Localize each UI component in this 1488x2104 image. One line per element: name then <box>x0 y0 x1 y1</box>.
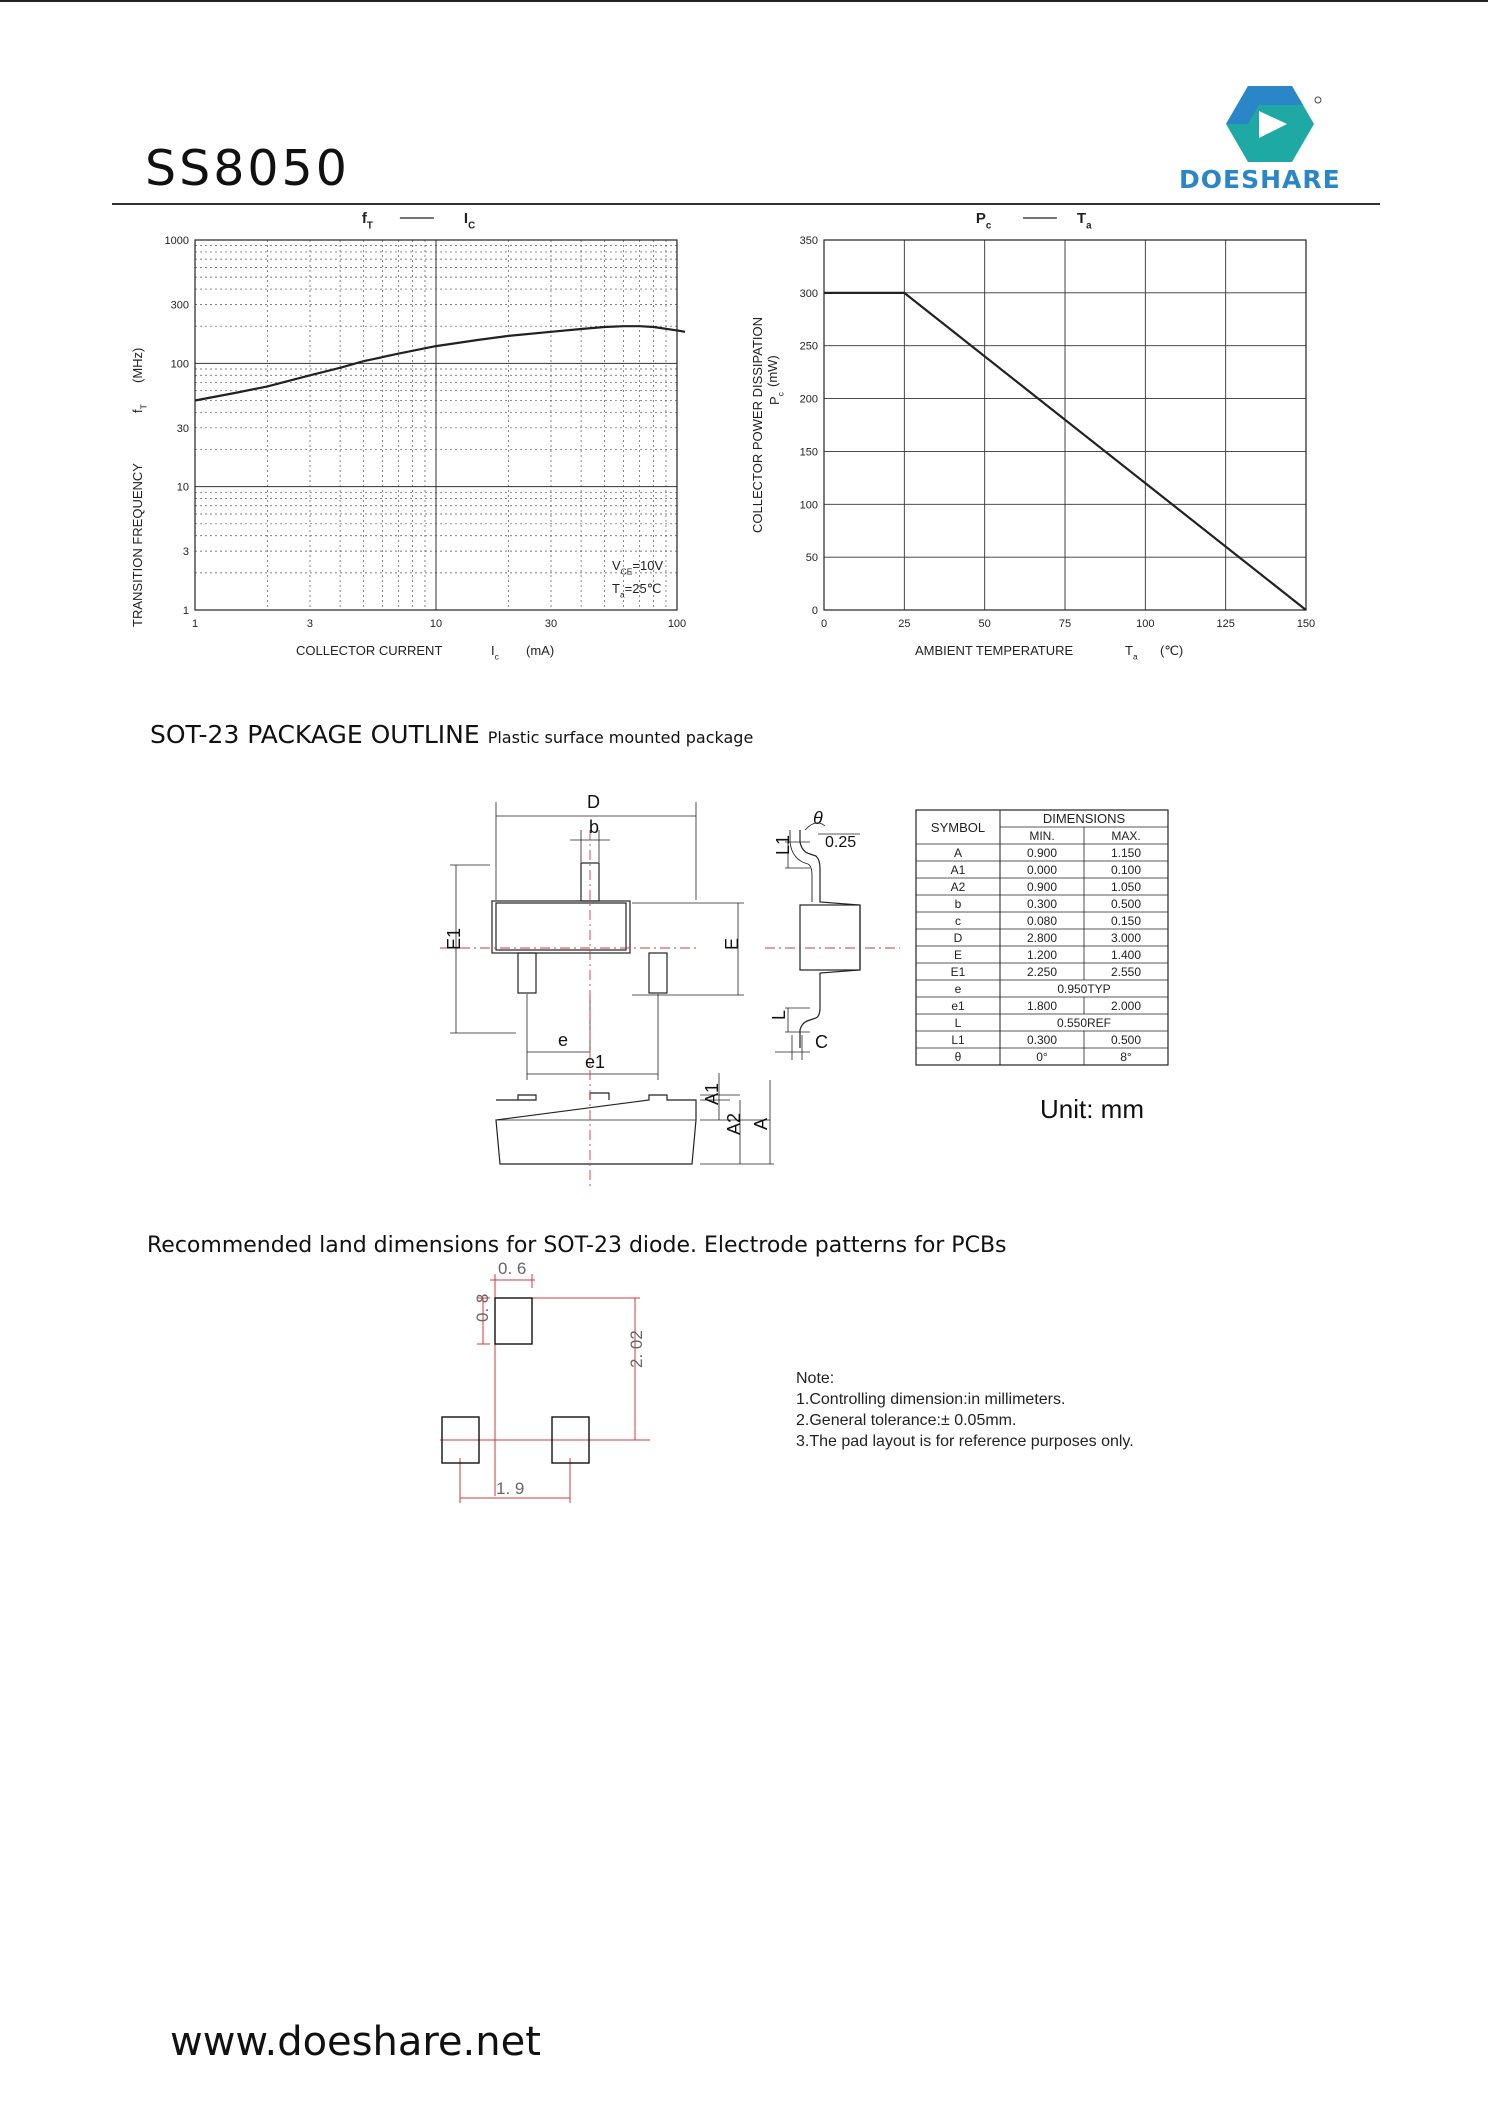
table-cell-max: 2.550 <box>1110 965 1142 979</box>
page-title: SS8050 <box>145 140 350 197</box>
label-pitch-vertical: 2. 02 <box>627 1330 646 1368</box>
y-axis-symbol: $P_c$ <box>767 392 786 405</box>
table-cell-min: 1.800 <box>1026 999 1058 1013</box>
label-b: b <box>589 817 600 837</box>
y-tick-label: 3 <box>182 546 189 559</box>
label-e-pitch: e <box>558 1030 569 1050</box>
x-tick-label: 50 <box>978 618 991 630</box>
table-cell-symbol: E1 <box>950 965 966 979</box>
lead-left <box>518 953 536 993</box>
label-e1: E1 <box>444 927 464 950</box>
y-tick-label: 30 <box>176 422 189 435</box>
notes-heading: Note: <box>796 1370 835 1387</box>
label-pad-height: 0. 8 <box>473 1293 492 1322</box>
x-tick-label: 150 <box>1296 618 1316 630</box>
label-e: E <box>722 937 742 950</box>
brand-name: DOESHARE <box>1179 165 1341 194</box>
x-tick-label: 1 <box>191 618 199 630</box>
y-tick-label: 200 <box>799 393 818 406</box>
table-cell-max: 3.000 <box>1110 931 1142 945</box>
label-c: C <box>815 1032 828 1052</box>
table-cell-min: 0.900 <box>1026 880 1058 894</box>
y-axis-label-group <box>130 348 149 627</box>
label-pitch-horizontal: 1. 9 <box>496 1479 525 1498</box>
y-tick-label: 50 <box>805 552 818 565</box>
package-outline-subtitle: Plastic surface mounted package <box>487 728 754 747</box>
chart-title-left: $f_T$ <box>361 210 373 232</box>
label-a2: A2 <box>724 1112 744 1135</box>
table-cell-symbol: A1 <box>950 863 966 877</box>
table-cell-symbol: θ <box>954 1050 962 1064</box>
condition-ta: $T_a=25℃$ <box>612 581 662 600</box>
y-tick-label: 0 <box>811 605 818 617</box>
chart-title-left: $P_c$ <box>975 210 992 232</box>
table-cell-span: 0.950TYP <box>1057 982 1111 996</box>
note-item: 3.The pad layout is for reference purposes only. <box>796 1433 1134 1450</box>
package-body-outline <box>492 901 630 953</box>
table-cell-max: 1.050 <box>1110 880 1142 894</box>
table-cell-span: 0.550REF <box>1056 1016 1112 1030</box>
x-tick-label: 100 <box>1136 618 1155 630</box>
pad-top <box>495 1298 532 1344</box>
table-cell-symbol: L <box>954 1016 962 1030</box>
unit-label: Unit: mm <box>1040 1094 1144 1124</box>
label-theta: θ <box>813 808 823 828</box>
table-cell-min: 0.300 <box>1026 897 1058 911</box>
side-view-profile <box>800 830 860 1048</box>
table-cell-max: 1.150 <box>1110 846 1142 860</box>
table-cell-symbol: D <box>953 931 963 945</box>
table-cell-min: 2.250 <box>1026 965 1058 979</box>
x-tick-label: 30 <box>544 618 558 630</box>
y-tick-label: 350 <box>799 235 818 247</box>
table-cell-symbol: e1 <box>951 999 965 1013</box>
label-l: L <box>769 1009 789 1020</box>
package-outline-heading <box>150 720 753 749</box>
y-axis-unit: (MHz) <box>130 347 145 383</box>
label-pad-width: 0. 6 <box>498 1259 527 1278</box>
label-angle: 0.25 <box>825 834 857 851</box>
side-view-body <box>800 905 860 970</box>
table-cell-symbol: b <box>954 897 962 911</box>
table-header-symbol: SYMBOL <box>930 820 986 835</box>
y-axis-label: COLLECTOR POWER DISSIPATION <box>750 317 765 533</box>
x-axis-label: AMBIENT TEMPERATURE <box>915 643 1074 658</box>
y-axis-label-group <box>750 317 786 533</box>
chart-title-right: $T_a$ <box>1076 210 1092 232</box>
x-axis-unit: (mA) <box>526 643 555 658</box>
top-border <box>0 0 1488 2</box>
label-e1-pitch: e1 <box>585 1052 606 1072</box>
land-dimensions-title: Recommended land dimensions for SOT-23 diode. Electrode patterns for PCBs <box>147 1233 1007 1258</box>
x-tick-label: 10 <box>429 618 443 630</box>
table-cell-min: 0.900 <box>1026 846 1058 860</box>
y-tick-label: 1000 <box>164 235 189 247</box>
bottom-view-body <box>496 1093 696 1164</box>
table-cell-max: 8° <box>1120 1050 1132 1064</box>
table-cell-symbol: E <box>953 948 963 962</box>
table-cell-symbol: A2 <box>950 880 966 894</box>
note-item: 2.General tolerance:± 0.05mm. <box>796 1412 1017 1429</box>
chart-title-right: $I_C$ <box>463 210 476 232</box>
brand-logo <box>1175 78 1385 198</box>
label-a: A <box>751 1117 771 1130</box>
y-tick-label: 150 <box>799 446 818 459</box>
table-header-max: MAX. <box>1111 829 1141 843</box>
ft-vs-ic-chart <box>120 205 690 665</box>
x-axis-unit: (℃) <box>1160 643 1184 658</box>
pc-vs-ta-chart <box>740 205 1340 665</box>
x-tick-label: 100 <box>667 618 687 630</box>
y-tick-label: 1 <box>182 605 189 617</box>
x-tick-label: 75 <box>1058 618 1072 630</box>
y-axis-label: TRANSITION FREQUENCY <box>130 463 145 627</box>
table-cell-min: 0.080 <box>1026 914 1058 928</box>
table-cell-max: 2.000 <box>1110 999 1142 1013</box>
dimensions-table <box>916 810 1168 1065</box>
y-axis-unit: (mW) <box>765 355 780 387</box>
package-outline-drawing <box>430 790 1190 1190</box>
x-axis-label: COLLECTOR CURRENT <box>296 643 443 658</box>
note-item: 1.Controlling dimension:in millimeters. <box>796 1391 1066 1408</box>
table-cell-min: 0.300 <box>1026 1033 1058 1047</box>
label-d: D <box>587 792 600 812</box>
footer-website[interactable]: www.doeshare.net <box>170 2019 541 2065</box>
table-cell-max: 0.100 <box>1110 863 1142 877</box>
y-tick-label: 300 <box>170 299 189 312</box>
package-outline-title: SOT-23 PACKAGE OUTLINE <box>150 720 480 749</box>
y-tick-label: 100 <box>799 499 818 512</box>
table-header-min: MIN. <box>1029 829 1055 843</box>
table-cell-symbol: c <box>955 914 961 928</box>
table-cell-symbol: L1 <box>951 1033 965 1047</box>
y-tick-label: 100 <box>170 358 189 371</box>
x-tick-label: 25 <box>898 618 911 630</box>
label-l1: L1 <box>773 834 793 855</box>
x-tick-label: 3 <box>306 618 314 630</box>
table-cell-min: 1.200 <box>1026 948 1058 962</box>
table-cell-min: 0.000 <box>1026 863 1058 877</box>
table-header-dimensions: DIMENSIONS <box>1042 811 1126 826</box>
y-tick-label: 300 <box>799 287 818 300</box>
label-a1: A1 <box>702 1082 722 1105</box>
notes-block <box>796 1368 1134 1452</box>
table-cell-symbol: e <box>954 982 962 996</box>
table-cell-min: 0° <box>1036 1050 1048 1064</box>
table-cell-symbol: A <box>953 846 963 860</box>
x-tick-label: 125 <box>1216 618 1235 630</box>
y-tick-label: 250 <box>799 340 818 353</box>
registered-mark <box>1315 97 1321 103</box>
x-tick-label: 0 <box>820 618 828 630</box>
table-cell-min: 2.800 <box>1026 931 1058 945</box>
table-cell-max: 0.150 <box>1110 914 1142 928</box>
condition-vce: $V_{CE}=10V$ <box>612 558 664 577</box>
logo-icon <box>1175 78 1385 166</box>
y-tick-label: 10 <box>176 481 189 494</box>
x-axis-symbol: $T_a$ <box>1125 643 1138 662</box>
x-axis-symbol: $I_c$ <box>491 643 499 662</box>
table-cell-max: 1.400 <box>1110 948 1142 962</box>
y-axis-symbol: $f_T$ <box>130 404 149 413</box>
table-cell-max: 0.500 <box>1110 1033 1142 1047</box>
table-cell-max: 0.500 <box>1110 897 1142 911</box>
lead-right <box>649 953 667 993</box>
package-body-top <box>496 903 626 950</box>
